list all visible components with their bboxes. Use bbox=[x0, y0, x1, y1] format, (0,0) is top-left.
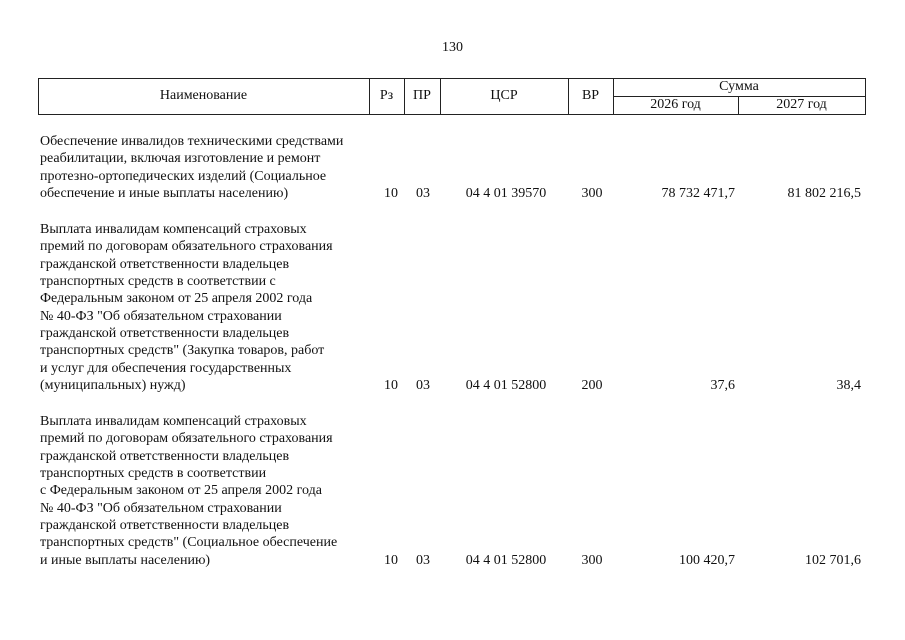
header-csr: ЦСР bbox=[490, 88, 518, 103]
page-number: 130 bbox=[442, 40, 463, 55]
row-name-line: гражданской ответственности владельцев bbox=[40, 256, 290, 272]
table-row bbox=[38, 413, 866, 569]
row-pr: 03 bbox=[416, 185, 430, 201]
row-rz: 10 bbox=[384, 552, 398, 568]
row-pr: 03 bbox=[416, 552, 430, 568]
row-sum-2027: 38,4 bbox=[836, 377, 861, 393]
row-name-line: реабилитации, включая изготовление и ремонт bbox=[40, 151, 321, 167]
row-name-line: с Федеральным законом от 25 апреля 2002 года bbox=[40, 483, 322, 499]
table-row bbox=[38, 133, 866, 202]
row-vr: 300 bbox=[581, 552, 603, 568]
row-sum-2027: 102 701,6 bbox=[805, 552, 861, 568]
row-name-line: обеспечение и иные выплаты населению) bbox=[40, 185, 289, 201]
row-name-line: № 40-ФЗ "Об обязательном страховании bbox=[40, 500, 282, 516]
row-name-line: транспортных средств" (Закупка товаров, работ bbox=[40, 343, 325, 359]
row-rz: 10 bbox=[384, 377, 398, 393]
header-vr: ВР bbox=[581, 88, 600, 103]
row-name-line: гражданской ответственности владельцев bbox=[40, 448, 290, 464]
row-name-line: Выплата инвалидам компенсаций страховых bbox=[40, 222, 307, 238]
row-name bbox=[38, 221, 370, 394]
table-header bbox=[38, 78, 866, 114]
row-name-line: протезно-ортопедических изделий (Социальное bbox=[40, 168, 327, 184]
row-vr: 300 bbox=[581, 185, 603, 201]
row-name-line: премий по договорам обязательного страхования bbox=[40, 239, 333, 255]
row-vr: 200 bbox=[581, 377, 603, 393]
row-sum-2027: 81 802 216,5 bbox=[787, 185, 861, 201]
row-name-line: транспортных средств в соответствии с bbox=[40, 274, 276, 290]
header-bottom-border bbox=[38, 114, 866, 115]
header-year-2026: 2026 год bbox=[650, 97, 701, 112]
row-csr: 04 4 01 52800 bbox=[465, 552, 547, 568]
row-name-line: транспортных средств в соответствии bbox=[40, 466, 267, 482]
row-name-line: Выплата инвалидам компенсаций страховых bbox=[40, 414, 307, 430]
row-rz: 10 bbox=[384, 185, 398, 201]
header-year-2027: 2027 год bbox=[776, 97, 827, 112]
row-name-line: гражданской ответственности владельцев bbox=[40, 325, 290, 341]
row-sum-2026: 100 420,7 bbox=[679, 552, 735, 568]
row-sum-2026: 37,6 bbox=[710, 377, 735, 393]
row-name-line: (муниципальных) нужд) bbox=[40, 377, 186, 393]
table-row bbox=[38, 221, 866, 394]
row-name-line: Федеральным законом от 25 апреля 2002 года bbox=[40, 291, 313, 307]
header-right-border bbox=[865, 78, 866, 114]
row-pr: 03 bbox=[416, 377, 430, 393]
header-name: Наименование bbox=[159, 88, 248, 103]
header-sum: Сумма bbox=[719, 79, 759, 94]
row-name-line: Обеспечение инвалидов техническими средствами bbox=[40, 134, 344, 149]
row-csr: 04 4 01 39570 bbox=[465, 185, 547, 201]
row-name bbox=[38, 413, 370, 569]
header-pr: ПР bbox=[413, 88, 431, 103]
row-name-line: транспортных средств" (Социальное обеспечение bbox=[40, 535, 338, 551]
table-body bbox=[38, 133, 866, 588]
row-name-line: № 40-ФЗ "Об обязательном страховании bbox=[40, 308, 282, 324]
row-name-line: и услуг для обеспечения государственных bbox=[40, 360, 292, 376]
row-name-line: и иные выплаты населению) bbox=[40, 552, 211, 568]
row-csr: 04 4 01 52800 bbox=[465, 377, 547, 393]
row-name-line: гражданской ответственности владельцев bbox=[40, 517, 290, 533]
row-name bbox=[38, 133, 370, 202]
row-sum-2026: 78 732 471,7 bbox=[661, 185, 735, 201]
row-name-line: премий по договорам обязательного страхования bbox=[40, 431, 333, 447]
header-rz: Рз bbox=[379, 88, 394, 103]
